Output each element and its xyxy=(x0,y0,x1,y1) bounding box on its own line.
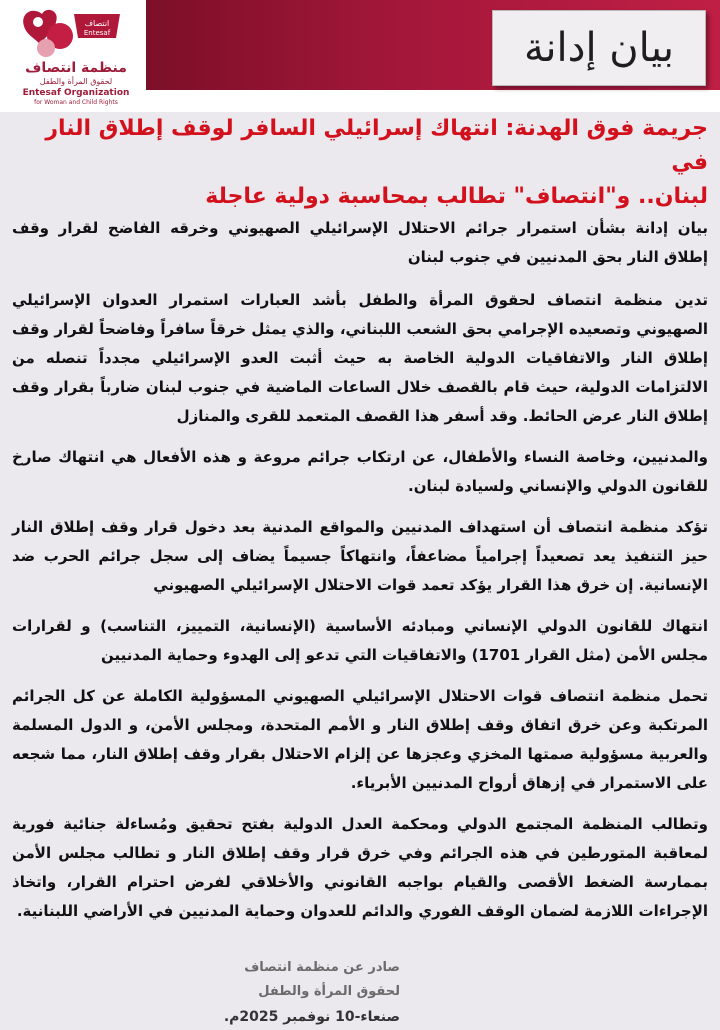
paragraph-intro: بيان إدانة بشأن استمرار جرائم الاحتلال الإسرائيلي الصهيوني وخرقه الفاضح لقرار وقف إطلاق النار بحق المدنيين في جنوب لبنان xyxy=(12,219,708,266)
paragraph-violation: انتهاك للقانون الدولي الإنساني ومبادئه الأساسية (الإنسانية، التمييز، التناسب) و لقرارات مجلس الأمن (مثل القرار 1701) والاتفاقيات التي تدعو إلى الهدوء وحماية المدنيين xyxy=(12,617,708,664)
statement-body xyxy=(12,112,708,938)
paragraph-responsibility: تحمل منظمة انتصاف قوات الاحتلال الإسرائيلي الصهيوني المسؤولية الكاملة عن كل الجرائم المرتكبة وعن خرق اتفاق وقف إطلاق النار و الأمم المتحدة، ومجلس الأمن، و الدول المسلمة والعربية مسؤولية صمتها المخزي وعجزها عن إلزام الاحتلال بقرار وقف إطلاق النار، مما شجعه على الاستمرار في إزهاق أرواح المدنيين الأبرياء. xyxy=(12,687,708,792)
org-name-en: Entesaf Organization xyxy=(22,88,130,98)
footer xyxy=(200,956,400,1030)
paragraph-demands: وتطالب المنظمة المجتمع الدولي ومحكمة العدل الدولية بفتح تحقيق ومُساءلة جنائية فورية لمعاقبة المتورطين في هذه الجرائم وفي خرق قرار وقف إطلاق النار و تطالب مجلس الأمن بممارسة الضغط الأقصى والقيام بواجبه القانوني والأخلاقي لفرض احترام القرار، واتخاذ الإجراءات اللازمة لضمان الوقف الفوري والدائم للعدوان وحماية المدنيين في الأراضي اللبنانية. xyxy=(12,815,708,920)
paragraph-condemnation: تدين منظمة انتصاف لحقوق المرأة والطفل بأشد العبارات استمرار العدوان الإسرائيلي الصهيوني وتصعيده الإجرامي بحق الشعب اللبناني، والذي يمثل خرقاً سافراً وفاضحاً لقرار وقف إطلاق النار والاتفاقيات الدولية الخاصة به حيث أثبت العدو الإسرائيلي مجدداً تنصله من الالتزامات الدولية، حيث قام بالقصف خلال الساعات الماضية في جنوب لبنان ضارباً بقرار وقف إطلاق النار عرض الحائط. وقد أسفر هذا القصف المتعمد للقرى والمنازل xyxy=(12,291,708,425)
org-subtitle-en: for Woman and Child Rights xyxy=(34,99,118,106)
logo-emblem-icon xyxy=(16,4,136,62)
footer-date: صنعاء-10 نوفمبر 2025م. xyxy=(223,1009,400,1025)
org-subtitle-ar: لحقوق المرأة والطفل xyxy=(39,77,113,86)
svg-text:Entesaf: Entesaf xyxy=(83,29,111,37)
paragraph-civilians: والمدنيين، وخاصة النساء والأطفال، عن ارتكاب جرائم مروعة و هذه الأفعال هي انتهاك صارخ للقانون الدولي والإنساني ولسيادة لبنان. xyxy=(12,448,708,495)
headline xyxy=(12,112,708,214)
org-name-ar: منظمة انتصاف xyxy=(25,60,127,76)
header xyxy=(0,0,720,112)
organization-logo xyxy=(6,4,146,108)
headline-line-1: جريمة فوق الهدنة: انتهاك إسرائيلي السافر لوقف إطلاق النار في xyxy=(45,116,708,175)
footer-issuer: صادر عن منظمة انتصاف لحقوق المرأة والطفل xyxy=(244,960,400,999)
headline-line-2: لبنان.. و"انتصاف" تطالب بمحاسبة دولية عاجلة xyxy=(205,184,708,209)
page-title: بيان إدانة xyxy=(492,10,706,86)
svg-text:انتصاف: انتصاف xyxy=(84,19,110,28)
paragraph-escalation: تؤكد منظمة انتصاف أن استهداف المدنيين والمواقع المدنية بعد دخول قرار وقف إطلاق النار حيز التنفيذ يعد تصعيداً إجرامياً مضاعفاً، وانتهاكاً جسيماً يضاف إلى سجل جرائم الحرب ضد الإنسانية. إن خرق هذا القرار يؤكد تعمد قوات الاحتلال الإسرائيلي الصهيوني xyxy=(12,518,708,594)
